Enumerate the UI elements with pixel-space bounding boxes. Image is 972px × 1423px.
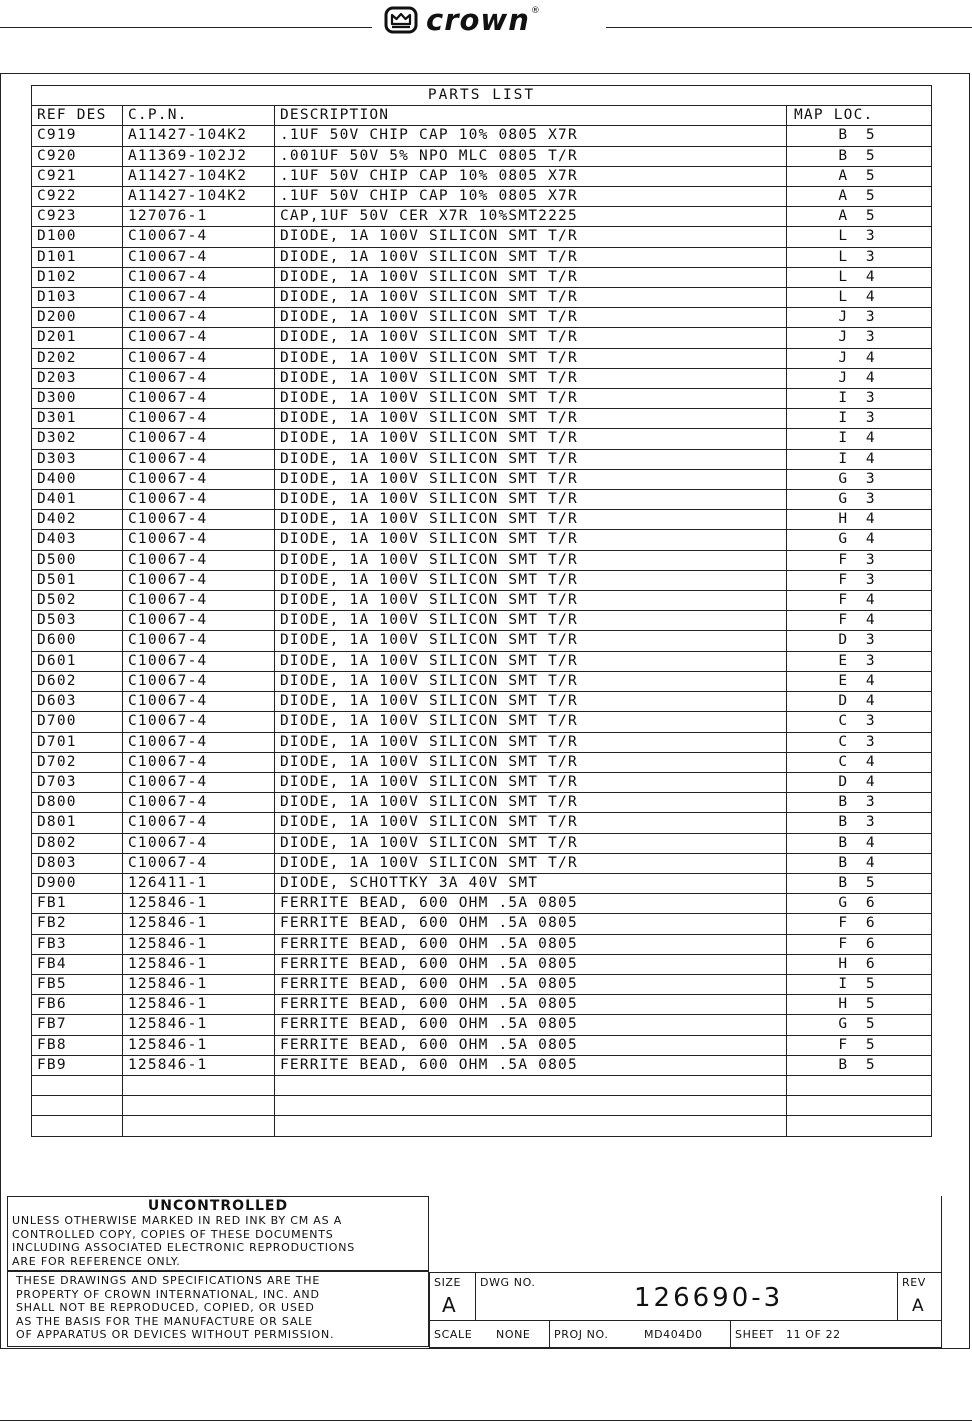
cell-ref-des: D100 bbox=[32, 227, 123, 247]
table-row bbox=[32, 772, 932, 792]
cell-cpn: C10067-4 bbox=[123, 772, 275, 792]
cell-description: .1UF 50V CHIP CAP 10% 0805 X7R bbox=[275, 166, 787, 186]
cell-map-loc: H 5 bbox=[787, 995, 932, 1015]
cell-map-loc: A 5 bbox=[787, 166, 932, 186]
cell-description: DIODE, 1A 100V SILICON SMT T/R bbox=[275, 348, 787, 368]
cell-ref-des bbox=[32, 1116, 123, 1136]
cell-map-loc: B 5 bbox=[787, 873, 932, 893]
cell-ref-des: D402 bbox=[32, 510, 123, 530]
table-row bbox=[32, 873, 932, 893]
cell-description: DIODE, 1A 100V SILICON SMT T/R bbox=[275, 469, 787, 489]
cell-map-loc: J 3 bbox=[787, 328, 932, 348]
rev-value: A bbox=[912, 1296, 924, 1316]
cell-cpn: C10067-4 bbox=[123, 368, 275, 388]
cell-map-loc: B 3 bbox=[787, 793, 932, 813]
cell-ref-des: D202 bbox=[32, 348, 123, 368]
cell-ref-des: C920 bbox=[32, 146, 123, 166]
proj-no-value: MD404D0 bbox=[644, 1328, 703, 1341]
header-rule-right bbox=[606, 27, 972, 28]
cell-ref-des: D800 bbox=[32, 793, 123, 813]
cell-description: DIODE, 1A 100V SILICON SMT T/R bbox=[275, 793, 787, 813]
cell-ref-des: FB8 bbox=[32, 1035, 123, 1055]
cell-ref-des: C919 bbox=[32, 126, 123, 146]
cell-description: DIODE, 1A 100V SILICON SMT T/R bbox=[275, 267, 787, 287]
footer-rule bbox=[0, 1420, 972, 1421]
cell-map-loc bbox=[787, 1116, 932, 1136]
cell-cpn: C10067-4 bbox=[123, 409, 275, 429]
table-row bbox=[32, 429, 932, 449]
table-row bbox=[32, 166, 932, 186]
cell-cpn: C10067-4 bbox=[123, 490, 275, 510]
cell-description: DIODE, 1A 100V SILICON SMT T/R bbox=[275, 368, 787, 388]
cell-cpn: C10067-4 bbox=[123, 449, 275, 469]
cell-description: FERRITE BEAD, 600 OHM .5A 0805 bbox=[275, 1035, 787, 1055]
cell-cpn: 127076-1 bbox=[123, 207, 275, 227]
table-row bbox=[32, 187, 932, 207]
table-row bbox=[32, 348, 932, 368]
cell-ref-des: FB3 bbox=[32, 934, 123, 954]
cell-description: CAP,1UF 50V CER X7R 10%SMT2225 bbox=[275, 207, 787, 227]
cell-ref-des bbox=[32, 1096, 123, 1116]
cell-ref-des: D401 bbox=[32, 490, 123, 510]
cell-ref-des: D303 bbox=[32, 449, 123, 469]
parts-list-title: PARTS LIST bbox=[32, 86, 932, 106]
cell-map-loc: B 5 bbox=[787, 1055, 932, 1075]
table-row bbox=[32, 146, 932, 166]
brand-wordmark: crown bbox=[426, 3, 530, 37]
column-header-cpn: C.P.N. bbox=[123, 106, 275, 126]
cell-description: DIODE, 1A 100V SILICON SMT T/R bbox=[275, 692, 787, 712]
cell-map-loc: B 5 bbox=[787, 146, 932, 166]
cell-description: DIODE, 1A 100V SILICON SMT T/R bbox=[275, 328, 787, 348]
cell-description: DIODE, 1A 100V SILICON SMT T/R bbox=[275, 813, 787, 833]
cell-description: .1UF 50V CHIP CAP 10% 0805 X7R bbox=[275, 126, 787, 146]
cell-cpn: C10067-4 bbox=[123, 813, 275, 833]
cell-cpn: A11427-104K2 bbox=[123, 126, 275, 146]
cell-description: .1UF 50V CHIP CAP 10% 0805 X7R bbox=[275, 187, 787, 207]
table-row bbox=[32, 247, 932, 267]
cell-map-loc bbox=[787, 1075, 932, 1095]
table-row bbox=[32, 793, 932, 813]
cell-cpn: 125846-1 bbox=[123, 1055, 275, 1075]
cell-ref-des: D600 bbox=[32, 631, 123, 651]
cell-cpn: C10067-4 bbox=[123, 267, 275, 287]
cell-cpn: 125846-1 bbox=[123, 974, 275, 994]
cell-cpn: C10067-4 bbox=[123, 732, 275, 752]
table-row bbox=[32, 591, 932, 611]
table-row bbox=[32, 1035, 932, 1055]
size-label: SIZE bbox=[434, 1276, 462, 1289]
cell-cpn: C10067-4 bbox=[123, 752, 275, 772]
dwg-no-value: 126690-3 bbox=[634, 1283, 784, 1313]
table-row bbox=[32, 288, 932, 308]
cell-ref-des: D602 bbox=[32, 671, 123, 691]
table-row bbox=[32, 409, 932, 429]
cell-ref-des: FB7 bbox=[32, 1015, 123, 1035]
table-row bbox=[32, 934, 932, 954]
cell-description: FERRITE BEAD, 600 OHM .5A 0805 bbox=[275, 974, 787, 994]
cell-map-loc: L 4 bbox=[787, 267, 932, 287]
cell-description: DIODE, 1A 100V SILICON SMT T/R bbox=[275, 409, 787, 429]
cell-ref-des: D603 bbox=[32, 692, 123, 712]
cell-map-loc: E 4 bbox=[787, 671, 932, 691]
cell-map-loc: E 3 bbox=[787, 651, 932, 671]
cell-map-loc: D 4 bbox=[787, 772, 932, 792]
cell-ref-des bbox=[32, 1075, 123, 1095]
cell-description: DIODE, 1A 100V SILICON SMT T/R bbox=[275, 732, 787, 752]
cell-description: DIODE, 1A 100V SILICON SMT T/R bbox=[275, 833, 787, 853]
cell-description: DIODE, 1A 100V SILICON SMT T/R bbox=[275, 591, 787, 611]
table-row bbox=[32, 712, 932, 732]
cell-cpn bbox=[123, 1096, 275, 1116]
cell-map-loc: L 3 bbox=[787, 247, 932, 267]
cell-map-loc: F 3 bbox=[787, 550, 932, 570]
cell-map-loc: L 4 bbox=[787, 288, 932, 308]
cell-cpn: C10067-4 bbox=[123, 671, 275, 691]
cell-cpn: C10067-4 bbox=[123, 530, 275, 550]
table-row bbox=[32, 671, 932, 691]
proj-no-cell bbox=[549, 1320, 731, 1348]
column-header-ref-des: REF DES bbox=[32, 106, 123, 126]
table-row bbox=[32, 651, 932, 671]
property-notice: THESE DRAWINGS AND SPECIFICATIONS ARE THE PROPERTY OF CROWN INTERNATIONAL, INC. AND SHALL NOT BE REPRODUCED, COPIED, OR USED AS THE BASIS FOR THE MANUFACTURE OR SALE OF APPARATUS OR DEVICES WITHOUT PERMISSION. bbox=[7, 1271, 429, 1347]
cell-description: DIODE, 1A 100V SILICON SMT T/R bbox=[275, 570, 787, 590]
rev-cell bbox=[897, 1272, 942, 1321]
sheet-value: 11 OF 22 bbox=[786, 1328, 841, 1341]
cell-map-loc: D 4 bbox=[787, 692, 932, 712]
cell-description: FERRITE BEAD, 600 OHM .5A 0805 bbox=[275, 995, 787, 1015]
cell-map-loc: H 6 bbox=[787, 954, 932, 974]
table-row bbox=[32, 974, 932, 994]
table-row bbox=[32, 126, 932, 146]
crown-logo bbox=[384, 0, 606, 40]
cell-map-loc: I 5 bbox=[787, 974, 932, 994]
table-row bbox=[32, 1015, 932, 1035]
cell-map-loc: A 5 bbox=[787, 207, 932, 227]
cell-cpn: C10067-4 bbox=[123, 550, 275, 570]
table-row bbox=[32, 631, 932, 651]
cell-ref-des: D802 bbox=[32, 833, 123, 853]
table-row bbox=[32, 449, 932, 469]
parts-list-title-row bbox=[32, 86, 932, 106]
scale-cell bbox=[429, 1320, 550, 1348]
cell-map-loc bbox=[787, 1096, 932, 1116]
parts-list-header-row bbox=[32, 106, 932, 126]
cell-cpn: C10067-4 bbox=[123, 853, 275, 873]
cell-cpn: 125846-1 bbox=[123, 1015, 275, 1035]
table-row bbox=[32, 227, 932, 247]
cell-ref-des: C923 bbox=[32, 207, 123, 227]
table-row bbox=[32, 611, 932, 631]
cell-ref-des: D501 bbox=[32, 570, 123, 590]
cell-cpn: C10067-4 bbox=[123, 328, 275, 348]
table-row bbox=[32, 530, 932, 550]
dwg-no-label: DWG NO. bbox=[480, 1276, 536, 1289]
cell-map-loc: J 4 bbox=[787, 368, 932, 388]
table-row bbox=[32, 692, 932, 712]
cell-map-loc: F 6 bbox=[787, 934, 932, 954]
crown-icon bbox=[384, 5, 418, 35]
cell-ref-des: FB1 bbox=[32, 894, 123, 914]
cell-map-loc: J 4 bbox=[787, 348, 932, 368]
cell-description: FERRITE BEAD, 600 OHM .5A 0805 bbox=[275, 914, 787, 934]
table-row bbox=[32, 914, 932, 934]
cell-ref-des: D302 bbox=[32, 429, 123, 449]
uncontrolled-body: UNLESS OTHERWISE MARKED IN RED INK BY CM AS A CONTROLLED COPY, COPIES OF THESE DOCUMENTS INCLUDING ASSOCIATED ELECTRONIC REPRODUCTIONS ARE FOR REFERENCE ONLY. bbox=[12, 1214, 356, 1268]
table-row bbox=[32, 1055, 932, 1075]
cell-map-loc: J 3 bbox=[787, 308, 932, 328]
cell-cpn: A11427-104K2 bbox=[123, 187, 275, 207]
cell-cpn: C10067-4 bbox=[123, 227, 275, 247]
cell-map-loc: F 3 bbox=[787, 570, 932, 590]
cell-ref-des: C922 bbox=[32, 187, 123, 207]
cell-map-loc: G 3 bbox=[787, 469, 932, 489]
cell-map-loc: I 4 bbox=[787, 449, 932, 469]
table-row bbox=[32, 207, 932, 227]
table-row bbox=[32, 389, 932, 409]
cell-cpn: C10067-4 bbox=[123, 651, 275, 671]
table-row bbox=[32, 328, 932, 348]
cell-description: DIODE, 1A 100V SILICON SMT T/R bbox=[275, 752, 787, 772]
cell-description: DIODE, 1A 100V SILICON SMT T/R bbox=[275, 490, 787, 510]
cell-map-loc: F 4 bbox=[787, 591, 932, 611]
cell-ref-des: D500 bbox=[32, 550, 123, 570]
cell-cpn: 126411-1 bbox=[123, 873, 275, 893]
cell-description: DIODE, 1A 100V SILICON SMT T/R bbox=[275, 671, 787, 691]
cell-ref-des: D502 bbox=[32, 591, 123, 611]
table-row bbox=[32, 853, 932, 873]
cell-map-loc: B 4 bbox=[787, 833, 932, 853]
cell-ref-des: D403 bbox=[32, 530, 123, 550]
cell-cpn: C10067-4 bbox=[123, 833, 275, 853]
cell-ref-des: D703 bbox=[32, 772, 123, 792]
cell-cpn: C10067-4 bbox=[123, 692, 275, 712]
cell-description: FERRITE BEAD, 600 OHM .5A 0805 bbox=[275, 934, 787, 954]
cell-map-loc: L 3 bbox=[787, 227, 932, 247]
table-row bbox=[32, 752, 932, 772]
table-row bbox=[32, 1075, 932, 1095]
cell-cpn: C10067-4 bbox=[123, 308, 275, 328]
cell-cpn: C10067-4 bbox=[123, 429, 275, 449]
registered-mark: ® bbox=[530, 6, 540, 16]
cell-ref-des: C921 bbox=[32, 166, 123, 186]
cell-cpn: C10067-4 bbox=[123, 570, 275, 590]
cell-description: DIODE, 1A 100V SILICON SMT T/R bbox=[275, 247, 787, 267]
cell-description: .001UF 50V 5% NPO MLC 0805 T/R bbox=[275, 146, 787, 166]
table-row bbox=[32, 894, 932, 914]
sheet-cell bbox=[730, 1320, 942, 1348]
cell-description: FERRITE BEAD, 600 OHM .5A 0805 bbox=[275, 954, 787, 974]
cell-map-loc: B 4 bbox=[787, 853, 932, 873]
column-header-map-loc: MAP LOC. bbox=[787, 106, 932, 126]
cell-ref-des: D803 bbox=[32, 853, 123, 873]
table-row bbox=[32, 510, 932, 530]
table-row bbox=[32, 267, 932, 287]
cell-ref-des: D400 bbox=[32, 469, 123, 489]
cell-ref-des: D203 bbox=[32, 368, 123, 388]
cell-description: DIODE, SCHOTTKY 3A 40V SMT bbox=[275, 873, 787, 893]
cell-map-loc: G 4 bbox=[787, 530, 932, 550]
cell-cpn: A11369-102J2 bbox=[123, 146, 275, 166]
cell-ref-des: FB5 bbox=[32, 974, 123, 994]
cell-ref-des: FB6 bbox=[32, 995, 123, 1015]
cell-description: FERRITE BEAD, 600 OHM .5A 0805 bbox=[275, 1015, 787, 1035]
cell-description: DIODE, 1A 100V SILICON SMT T/R bbox=[275, 510, 787, 530]
cell-cpn: C10067-4 bbox=[123, 793, 275, 813]
dwg-no-cell bbox=[475, 1272, 898, 1321]
cell-description: DIODE, 1A 100V SILICON SMT T/R bbox=[275, 853, 787, 873]
table-row bbox=[32, 1096, 932, 1116]
table-row bbox=[32, 490, 932, 510]
cell-description: DIODE, 1A 100V SILICON SMT T/R bbox=[275, 288, 787, 308]
cell-ref-des: D200 bbox=[32, 308, 123, 328]
cell-cpn: 125846-1 bbox=[123, 914, 275, 934]
cell-map-loc: I 3 bbox=[787, 389, 932, 409]
table-row bbox=[32, 813, 932, 833]
cell-description: DIODE, 1A 100V SILICON SMT T/R bbox=[275, 772, 787, 792]
cell-cpn bbox=[123, 1075, 275, 1095]
cell-cpn: C10067-4 bbox=[123, 611, 275, 631]
cell-ref-des: D700 bbox=[32, 712, 123, 732]
cell-description: DIODE, 1A 100V SILICON SMT T/R bbox=[275, 429, 787, 449]
cell-cpn: 125846-1 bbox=[123, 894, 275, 914]
table-row bbox=[32, 732, 932, 752]
parts-list-table bbox=[31, 85, 932, 1137]
cell-cpn: C10067-4 bbox=[123, 288, 275, 308]
cell-map-loc: C 4 bbox=[787, 752, 932, 772]
cell-cpn: C10067-4 bbox=[123, 469, 275, 489]
table-row bbox=[32, 833, 932, 853]
cell-map-loc: B 5 bbox=[787, 126, 932, 146]
cell-cpn bbox=[123, 1116, 275, 1136]
cell-map-loc: F 6 bbox=[787, 914, 932, 934]
cell-ref-des: FB2 bbox=[32, 914, 123, 934]
sheet-label: SHEET bbox=[735, 1328, 774, 1341]
cell-description: FERRITE BEAD, 600 OHM .5A 0805 bbox=[275, 1055, 787, 1075]
table-row bbox=[32, 954, 932, 974]
cell-ref-des: D300 bbox=[32, 389, 123, 409]
cell-description: DIODE, 1A 100V SILICON SMT T/R bbox=[275, 651, 787, 671]
cell-cpn: 125846-1 bbox=[123, 954, 275, 974]
cell-description: DIODE, 1A 100V SILICON SMT T/R bbox=[275, 631, 787, 651]
uncontrolled-title: UNCONTROLLED bbox=[147, 1198, 289, 1214]
cell-ref-des: FB9 bbox=[32, 1055, 123, 1075]
cell-map-loc: G 3 bbox=[787, 490, 932, 510]
table-row bbox=[32, 995, 932, 1015]
cell-description: DIODE, 1A 100V SILICON SMT T/R bbox=[275, 227, 787, 247]
cell-map-loc: I 3 bbox=[787, 409, 932, 429]
cell-description bbox=[275, 1096, 787, 1116]
cell-map-loc: I 4 bbox=[787, 429, 932, 449]
cell-ref-des: D702 bbox=[32, 752, 123, 772]
cell-map-loc: C 3 bbox=[787, 732, 932, 752]
cell-ref-des: D103 bbox=[32, 288, 123, 308]
cell-ref-des: D201 bbox=[32, 328, 123, 348]
cell-map-loc: A 5 bbox=[787, 187, 932, 207]
cell-ref-des: D601 bbox=[32, 651, 123, 671]
header-rule-left bbox=[0, 27, 372, 28]
scale-value: NONE bbox=[496, 1328, 531, 1341]
cell-map-loc: G 6 bbox=[787, 894, 932, 914]
cell-ref-des: D900 bbox=[32, 873, 123, 893]
cell-cpn: C10067-4 bbox=[123, 247, 275, 267]
cell-map-loc: D 3 bbox=[787, 631, 932, 651]
table-row bbox=[32, 550, 932, 570]
cell-ref-des: D701 bbox=[32, 732, 123, 752]
cell-cpn: C10067-4 bbox=[123, 348, 275, 368]
cell-cpn: A11427-104K2 bbox=[123, 166, 275, 186]
scale-label: SCALE bbox=[434, 1328, 473, 1341]
cell-ref-des: D102 bbox=[32, 267, 123, 287]
cell-map-loc: B 3 bbox=[787, 813, 932, 833]
cell-map-loc: C 3 bbox=[787, 712, 932, 732]
table-row bbox=[32, 469, 932, 489]
cell-cpn: 125846-1 bbox=[123, 1035, 275, 1055]
cell-cpn: 125846-1 bbox=[123, 934, 275, 954]
cell-description: DIODE, 1A 100V SILICON SMT T/R bbox=[275, 530, 787, 550]
table-row bbox=[32, 1116, 932, 1136]
cell-ref-des: FB4 bbox=[32, 954, 123, 974]
cell-description: DIODE, 1A 100V SILICON SMT T/R bbox=[275, 449, 787, 469]
rev-label: REV bbox=[902, 1276, 926, 1289]
cell-ref-des: D101 bbox=[32, 247, 123, 267]
cell-map-loc: H 4 bbox=[787, 510, 932, 530]
cell-cpn: C10067-4 bbox=[123, 631, 275, 651]
column-header-description: DESCRIPTION bbox=[275, 106, 787, 126]
cell-description: FERRITE BEAD, 600 OHM .5A 0805 bbox=[275, 894, 787, 914]
size-cell bbox=[429, 1272, 476, 1321]
uncontrolled-notice bbox=[7, 1196, 429, 1271]
table-row bbox=[32, 368, 932, 388]
proj-no-label: PROJ NO. bbox=[554, 1328, 609, 1341]
cell-description: DIODE, 1A 100V SILICON SMT T/R bbox=[275, 308, 787, 328]
table-row bbox=[32, 308, 932, 328]
cell-description: DIODE, 1A 100V SILICON SMT T/R bbox=[275, 712, 787, 732]
cell-cpn: C10067-4 bbox=[123, 510, 275, 530]
cell-ref-des: D301 bbox=[32, 409, 123, 429]
cell-cpn: C10067-4 bbox=[123, 389, 275, 409]
cell-description: DIODE, 1A 100V SILICON SMT T/R bbox=[275, 389, 787, 409]
cell-map-loc: F 5 bbox=[787, 1035, 932, 1055]
cell-cpn: C10067-4 bbox=[123, 591, 275, 611]
cell-description bbox=[275, 1116, 787, 1136]
size-value: A bbox=[442, 1293, 456, 1317]
cell-description bbox=[275, 1075, 787, 1095]
cell-description: DIODE, 1A 100V SILICON SMT T/R bbox=[275, 550, 787, 570]
cell-ref-des: D801 bbox=[32, 813, 123, 833]
cell-cpn: C10067-4 bbox=[123, 712, 275, 732]
cell-description: DIODE, 1A 100V SILICON SMT T/R bbox=[275, 611, 787, 631]
cell-cpn: 125846-1 bbox=[123, 995, 275, 1015]
cell-map-loc: F 4 bbox=[787, 611, 932, 631]
cell-map-loc: G 5 bbox=[787, 1015, 932, 1035]
table-row bbox=[32, 570, 932, 590]
cell-ref-des: D503 bbox=[32, 611, 123, 631]
